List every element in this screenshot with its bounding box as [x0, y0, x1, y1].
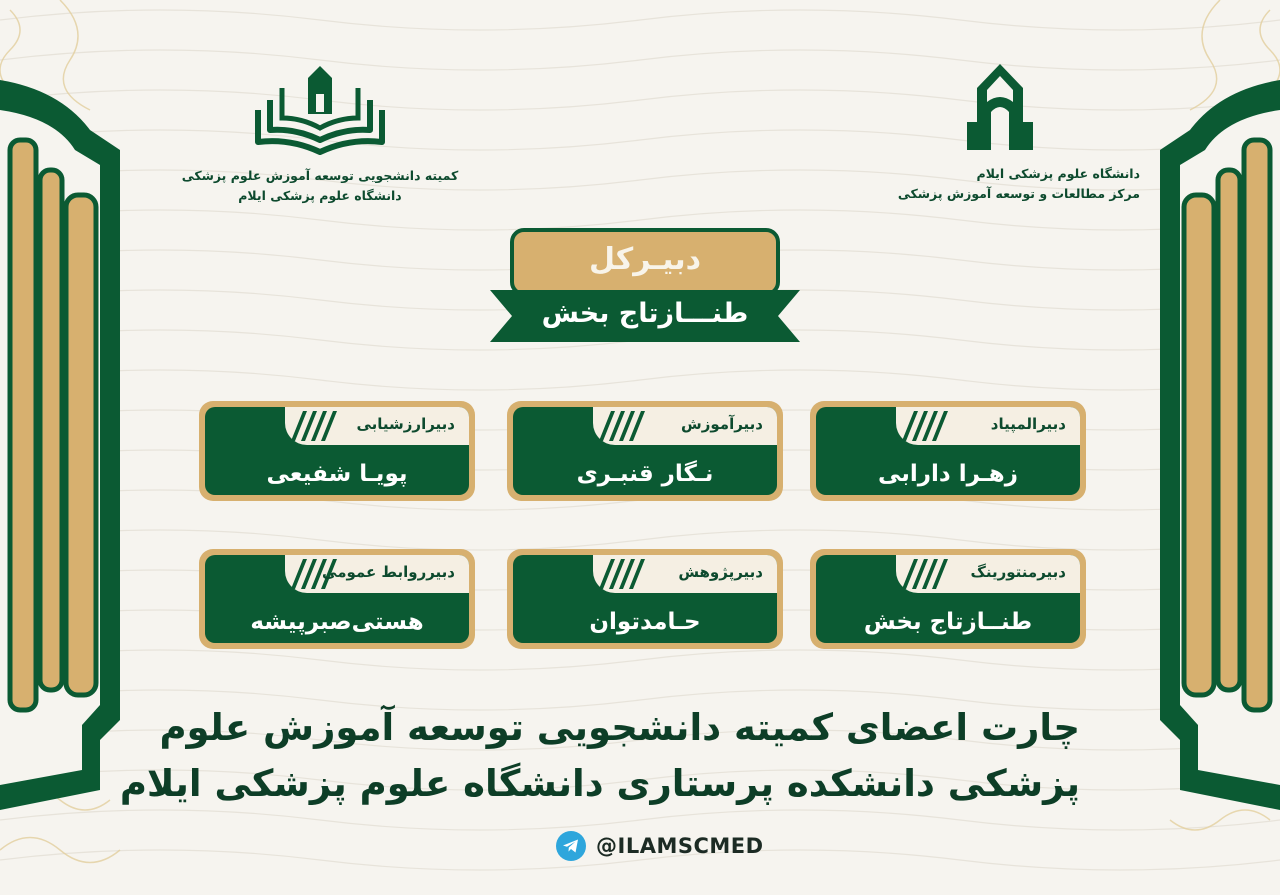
member-name: هستی‌صبرپیشه	[250, 609, 424, 635]
member-card-education	[507, 401, 783, 501]
telegram-handle[interactable]	[556, 828, 764, 864]
member-card-mentoring	[810, 549, 1086, 649]
member-name: حـامدتوان	[589, 609, 701, 635]
member-card-evaluation	[199, 401, 475, 501]
telegram-icon	[556, 831, 586, 861]
member-card-olympiad	[810, 401, 1086, 501]
member-role: دبیرارزشیابی	[356, 415, 455, 433]
member-card-research	[507, 549, 783, 649]
stripes-decoration	[285, 411, 341, 441]
stripes-decoration	[593, 559, 649, 589]
member-name: نـگار قنبـری	[576, 461, 714, 487]
committee-logo-block	[160, 60, 480, 206]
committee-name-line1: کمیته دانشجویی توسعه آموزش علوم پزشکی	[181, 168, 459, 183]
university-logo-block	[860, 62, 1140, 204]
center-name-line2: مرکز مطالعات و توسعه آموزش پزشکی	[897, 186, 1140, 201]
secretary-general-name: طنـــازتاج بخش	[541, 298, 749, 329]
chart-title	[119, 700, 1080, 812]
member-role: دبیرروابط عمومی	[322, 563, 455, 581]
stripes-decoration	[593, 411, 649, 441]
university-name-line1: دانشگاه علوم پزشکی ایلام	[976, 166, 1140, 181]
member-role: دبیرپژوهش	[678, 563, 763, 581]
member-card-public-relations	[199, 549, 475, 649]
member-name: زهـرا دارابی	[878, 461, 1018, 487]
committee-name-line2: دانشگاه علوم پزشکی ایلام	[238, 188, 402, 203]
telegram-handle-text[interactable]: @ILAMSCMED	[596, 834, 764, 858]
member-role: دبیرآموزش	[681, 415, 763, 433]
secretary-general-role: دبیـرکل	[588, 242, 702, 277]
stripes-decoration	[896, 559, 952, 589]
stripes-decoration	[896, 411, 952, 441]
member-name: طنــازتاج بخش	[863, 609, 1033, 635]
member-role: دبیرالمپیاد	[990, 415, 1066, 433]
member-role: دبیرمنتورینگ	[970, 563, 1066, 581]
secretary-general-box	[490, 228, 800, 346]
chart-title-line1: چارت اعضای کمیته دانشجویی توسعه آموزش علوم	[159, 706, 1080, 749]
secretary-general-title-box	[510, 228, 780, 296]
chart-title-line2: پزشکی دانشکده پرستاری دانشگاه علوم پزشکی ایلام	[119, 762, 1080, 805]
book-logo-icon	[250, 60, 390, 158]
right-arch-decoration	[1120, 0, 1280, 895]
university-logo-icon	[965, 62, 1035, 156]
member-name: پویـا شفیعی	[266, 461, 408, 487]
